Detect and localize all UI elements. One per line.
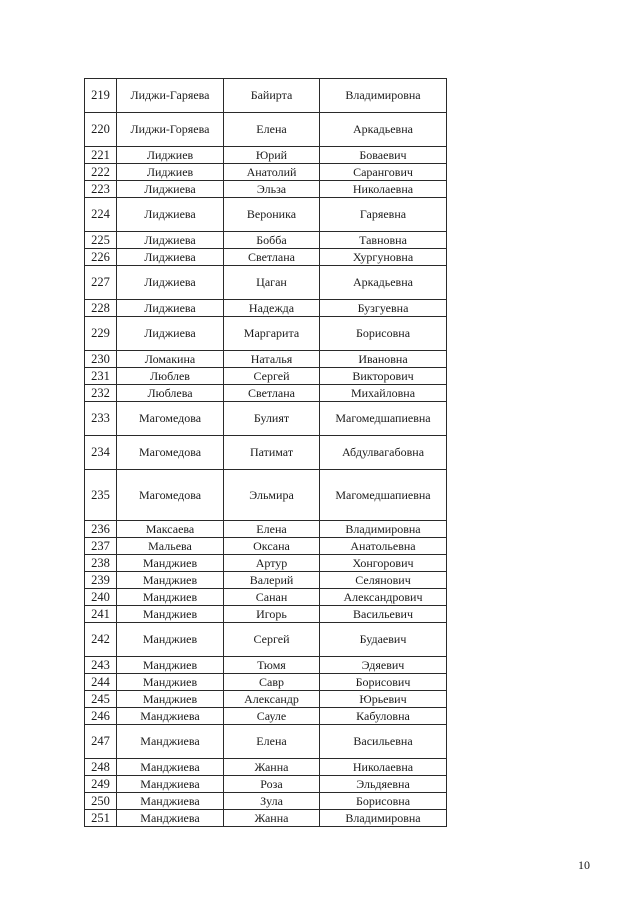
table-row	[85, 249, 447, 266]
table-row	[85, 300, 447, 317]
first-name-cell: Сергей	[224, 623, 320, 657]
surname-cell: Магомедова	[117, 470, 224, 521]
patronymic-cell: Михайловна	[320, 385, 447, 402]
table-row	[85, 436, 447, 470]
row-number-cell: 220	[85, 113, 117, 147]
patronymic-cell: Васильевич	[320, 606, 447, 623]
first-name-cell: Байирта	[224, 79, 320, 113]
page-number: 10	[578, 858, 590, 872]
table-row	[85, 164, 447, 181]
patronymic-cell: Борисович	[320, 674, 447, 691]
surname-cell: Манджиева	[117, 810, 224, 827]
row-number-cell: 219	[85, 79, 117, 113]
patronymic-cell: Хонгорович	[320, 555, 447, 572]
table-row	[85, 708, 447, 725]
surname-cell: Манджиева	[117, 793, 224, 810]
first-name-cell: Валерий	[224, 572, 320, 589]
table-row	[85, 776, 447, 793]
surname-cell: Лиджи-Горяева	[117, 113, 224, 147]
row-number-cell: 243	[85, 657, 117, 674]
first-name-cell: Бобба	[224, 232, 320, 249]
table-row	[85, 725, 447, 759]
patronymic-cell: Васильевна	[320, 725, 447, 759]
row-number-cell: 247	[85, 725, 117, 759]
surname-cell: Манджиева	[117, 776, 224, 793]
first-name-cell: Савр	[224, 674, 320, 691]
patronymic-cell: Сарангович	[320, 164, 447, 181]
row-number-cell: 227	[85, 266, 117, 300]
table-row	[85, 351, 447, 368]
row-number-cell: 249	[85, 776, 117, 793]
first-name-cell: Жанна	[224, 810, 320, 827]
table-row	[85, 368, 447, 385]
patronymic-cell: Аркадьевна	[320, 113, 447, 147]
surname-cell: Манджиев	[117, 606, 224, 623]
patronymic-cell: Николаевна	[320, 759, 447, 776]
row-number-cell: 226	[85, 249, 117, 266]
row-number-cell: 239	[85, 572, 117, 589]
surname-cell: Ломакина	[117, 351, 224, 368]
first-name-cell: Артур	[224, 555, 320, 572]
row-number-cell: 246	[85, 708, 117, 725]
row-number-cell: 238	[85, 555, 117, 572]
table-row	[85, 113, 447, 147]
surname-cell: Лиджиева	[117, 232, 224, 249]
patronymic-cell: Эдяевич	[320, 657, 447, 674]
patronymic-cell: Аркадьевна	[320, 266, 447, 300]
table-row	[85, 657, 447, 674]
table-row	[85, 147, 447, 164]
row-number-cell: 233	[85, 402, 117, 436]
table-row	[85, 181, 447, 198]
surname-cell: Магомедова	[117, 402, 224, 436]
patronymic-cell: Магомедшапиевна	[320, 470, 447, 521]
row-number-cell: 237	[85, 538, 117, 555]
surname-cell: Манджиев	[117, 589, 224, 606]
first-name-cell: Роза	[224, 776, 320, 793]
table-row	[85, 266, 447, 300]
table-row	[85, 385, 447, 402]
table-row	[85, 691, 447, 708]
first-name-cell: Патимат	[224, 436, 320, 470]
surname-cell: Люблева	[117, 385, 224, 402]
row-number-cell: 223	[85, 181, 117, 198]
surname-cell: Мальева	[117, 538, 224, 555]
first-name-cell: Цаган	[224, 266, 320, 300]
row-number-cell: 245	[85, 691, 117, 708]
first-name-cell: Сергей	[224, 368, 320, 385]
surname-cell: Максаева	[117, 521, 224, 538]
table-row	[85, 538, 447, 555]
first-name-cell: Юрий	[224, 147, 320, 164]
table-row	[85, 623, 447, 657]
patronymic-cell: Александрович	[320, 589, 447, 606]
table-row	[85, 521, 447, 538]
first-name-cell: Светлана	[224, 249, 320, 266]
patronymic-cell: Боваевич	[320, 147, 447, 164]
table-row	[85, 589, 447, 606]
table-row	[85, 79, 447, 113]
first-name-cell: Светлана	[224, 385, 320, 402]
table-row	[85, 402, 447, 436]
table-row	[85, 317, 447, 351]
surname-cell: Лиджиева	[117, 317, 224, 351]
table-row	[85, 793, 447, 810]
surname-cell: Манджиев	[117, 657, 224, 674]
surname-cell: Лиджиев	[117, 147, 224, 164]
first-name-cell: Маргарита	[224, 317, 320, 351]
row-number-cell: 225	[85, 232, 117, 249]
surname-cell: Манджиев	[117, 691, 224, 708]
surname-cell: Лиджи-Гаряева	[117, 79, 224, 113]
first-name-cell: Эльза	[224, 181, 320, 198]
surname-cell: Лиджиева	[117, 198, 224, 232]
first-name-cell: Игорь	[224, 606, 320, 623]
patronymic-cell: Борисовна	[320, 317, 447, 351]
patronymic-cell: Хургуновна	[320, 249, 447, 266]
patronymic-cell: Владимировна	[320, 521, 447, 538]
surname-cell: Лиджиева	[117, 249, 224, 266]
first-name-cell: Сауле	[224, 708, 320, 725]
table-row	[85, 572, 447, 589]
patronymic-cell: Владимировна	[320, 79, 447, 113]
patronymic-cell: Тавновна	[320, 232, 447, 249]
patronymic-cell: Селянович	[320, 572, 447, 589]
row-number-cell: 230	[85, 351, 117, 368]
surname-cell: Лиджиева	[117, 266, 224, 300]
table-row	[85, 470, 447, 521]
patronymic-cell: Борисовна	[320, 793, 447, 810]
surname-cell: Манджиева	[117, 708, 224, 725]
row-number-cell: 251	[85, 810, 117, 827]
row-number-cell: 221	[85, 147, 117, 164]
patronymic-cell: Владимировна	[320, 810, 447, 827]
row-number-cell: 228	[85, 300, 117, 317]
first-name-cell: Александр	[224, 691, 320, 708]
patronymic-cell: Бузгуевна	[320, 300, 447, 317]
surname-cell: Манджиев	[117, 674, 224, 691]
patronymic-cell: Викторович	[320, 368, 447, 385]
row-number-cell: 236	[85, 521, 117, 538]
first-name-cell: Вероника	[224, 198, 320, 232]
first-name-cell: Жанна	[224, 759, 320, 776]
first-name-cell: Зула	[224, 793, 320, 810]
surname-cell: Манджиев	[117, 555, 224, 572]
row-number-cell: 234	[85, 436, 117, 470]
row-number-cell: 224	[85, 198, 117, 232]
patronymic-cell: Николаевна	[320, 181, 447, 198]
first-name-cell: Оксана	[224, 538, 320, 555]
row-number-cell: 241	[85, 606, 117, 623]
first-name-cell: Эльмира	[224, 470, 320, 521]
surname-cell: Манджиев	[117, 623, 224, 657]
patronymic-cell: Гаряевна	[320, 198, 447, 232]
row-number-cell: 232	[85, 385, 117, 402]
first-name-cell: Елена	[224, 725, 320, 759]
table-row	[85, 232, 447, 249]
patronymic-cell: Юрьевич	[320, 691, 447, 708]
row-number-cell: 248	[85, 759, 117, 776]
row-number-cell: 229	[85, 317, 117, 351]
surname-cell: Магомедова	[117, 436, 224, 470]
first-name-cell: Наталья	[224, 351, 320, 368]
first-name-cell: Елена	[224, 113, 320, 147]
patronymic-cell: Ивановна	[320, 351, 447, 368]
table-body	[85, 79, 447, 827]
surname-cell: Манджиев	[117, 572, 224, 589]
table-row	[85, 555, 447, 572]
first-name-cell: Надежда	[224, 300, 320, 317]
surname-cell: Манджиева	[117, 725, 224, 759]
row-number-cell: 231	[85, 368, 117, 385]
table-row	[85, 759, 447, 776]
surname-cell: Лиджиев	[117, 164, 224, 181]
row-number-cell: 235	[85, 470, 117, 521]
names-table	[84, 78, 447, 827]
table-row	[85, 810, 447, 827]
patronymic-cell: Магомедшапиевна	[320, 402, 447, 436]
patronymic-cell: Кабуловна	[320, 708, 447, 725]
surname-cell: Лиджиева	[117, 181, 224, 198]
patronymic-cell: Будаевич	[320, 623, 447, 657]
surname-cell: Лиджиева	[117, 300, 224, 317]
first-name-cell: Булият	[224, 402, 320, 436]
first-name-cell: Елена	[224, 521, 320, 538]
first-name-cell: Тюмя	[224, 657, 320, 674]
row-number-cell: 240	[85, 589, 117, 606]
surname-cell: Люблев	[117, 368, 224, 385]
table-row	[85, 674, 447, 691]
patronymic-cell: Эльдяевна	[320, 776, 447, 793]
row-number-cell: 244	[85, 674, 117, 691]
table-row	[85, 198, 447, 232]
table-row	[85, 606, 447, 623]
first-name-cell: Анатолий	[224, 164, 320, 181]
row-number-cell: 242	[85, 623, 117, 657]
row-number-cell: 250	[85, 793, 117, 810]
row-number-cell: 222	[85, 164, 117, 181]
first-name-cell: Санан	[224, 589, 320, 606]
patronymic-cell: Анатольевна	[320, 538, 447, 555]
patronymic-cell: Абдулвагабовна	[320, 436, 447, 470]
surname-cell: Манджиева	[117, 759, 224, 776]
